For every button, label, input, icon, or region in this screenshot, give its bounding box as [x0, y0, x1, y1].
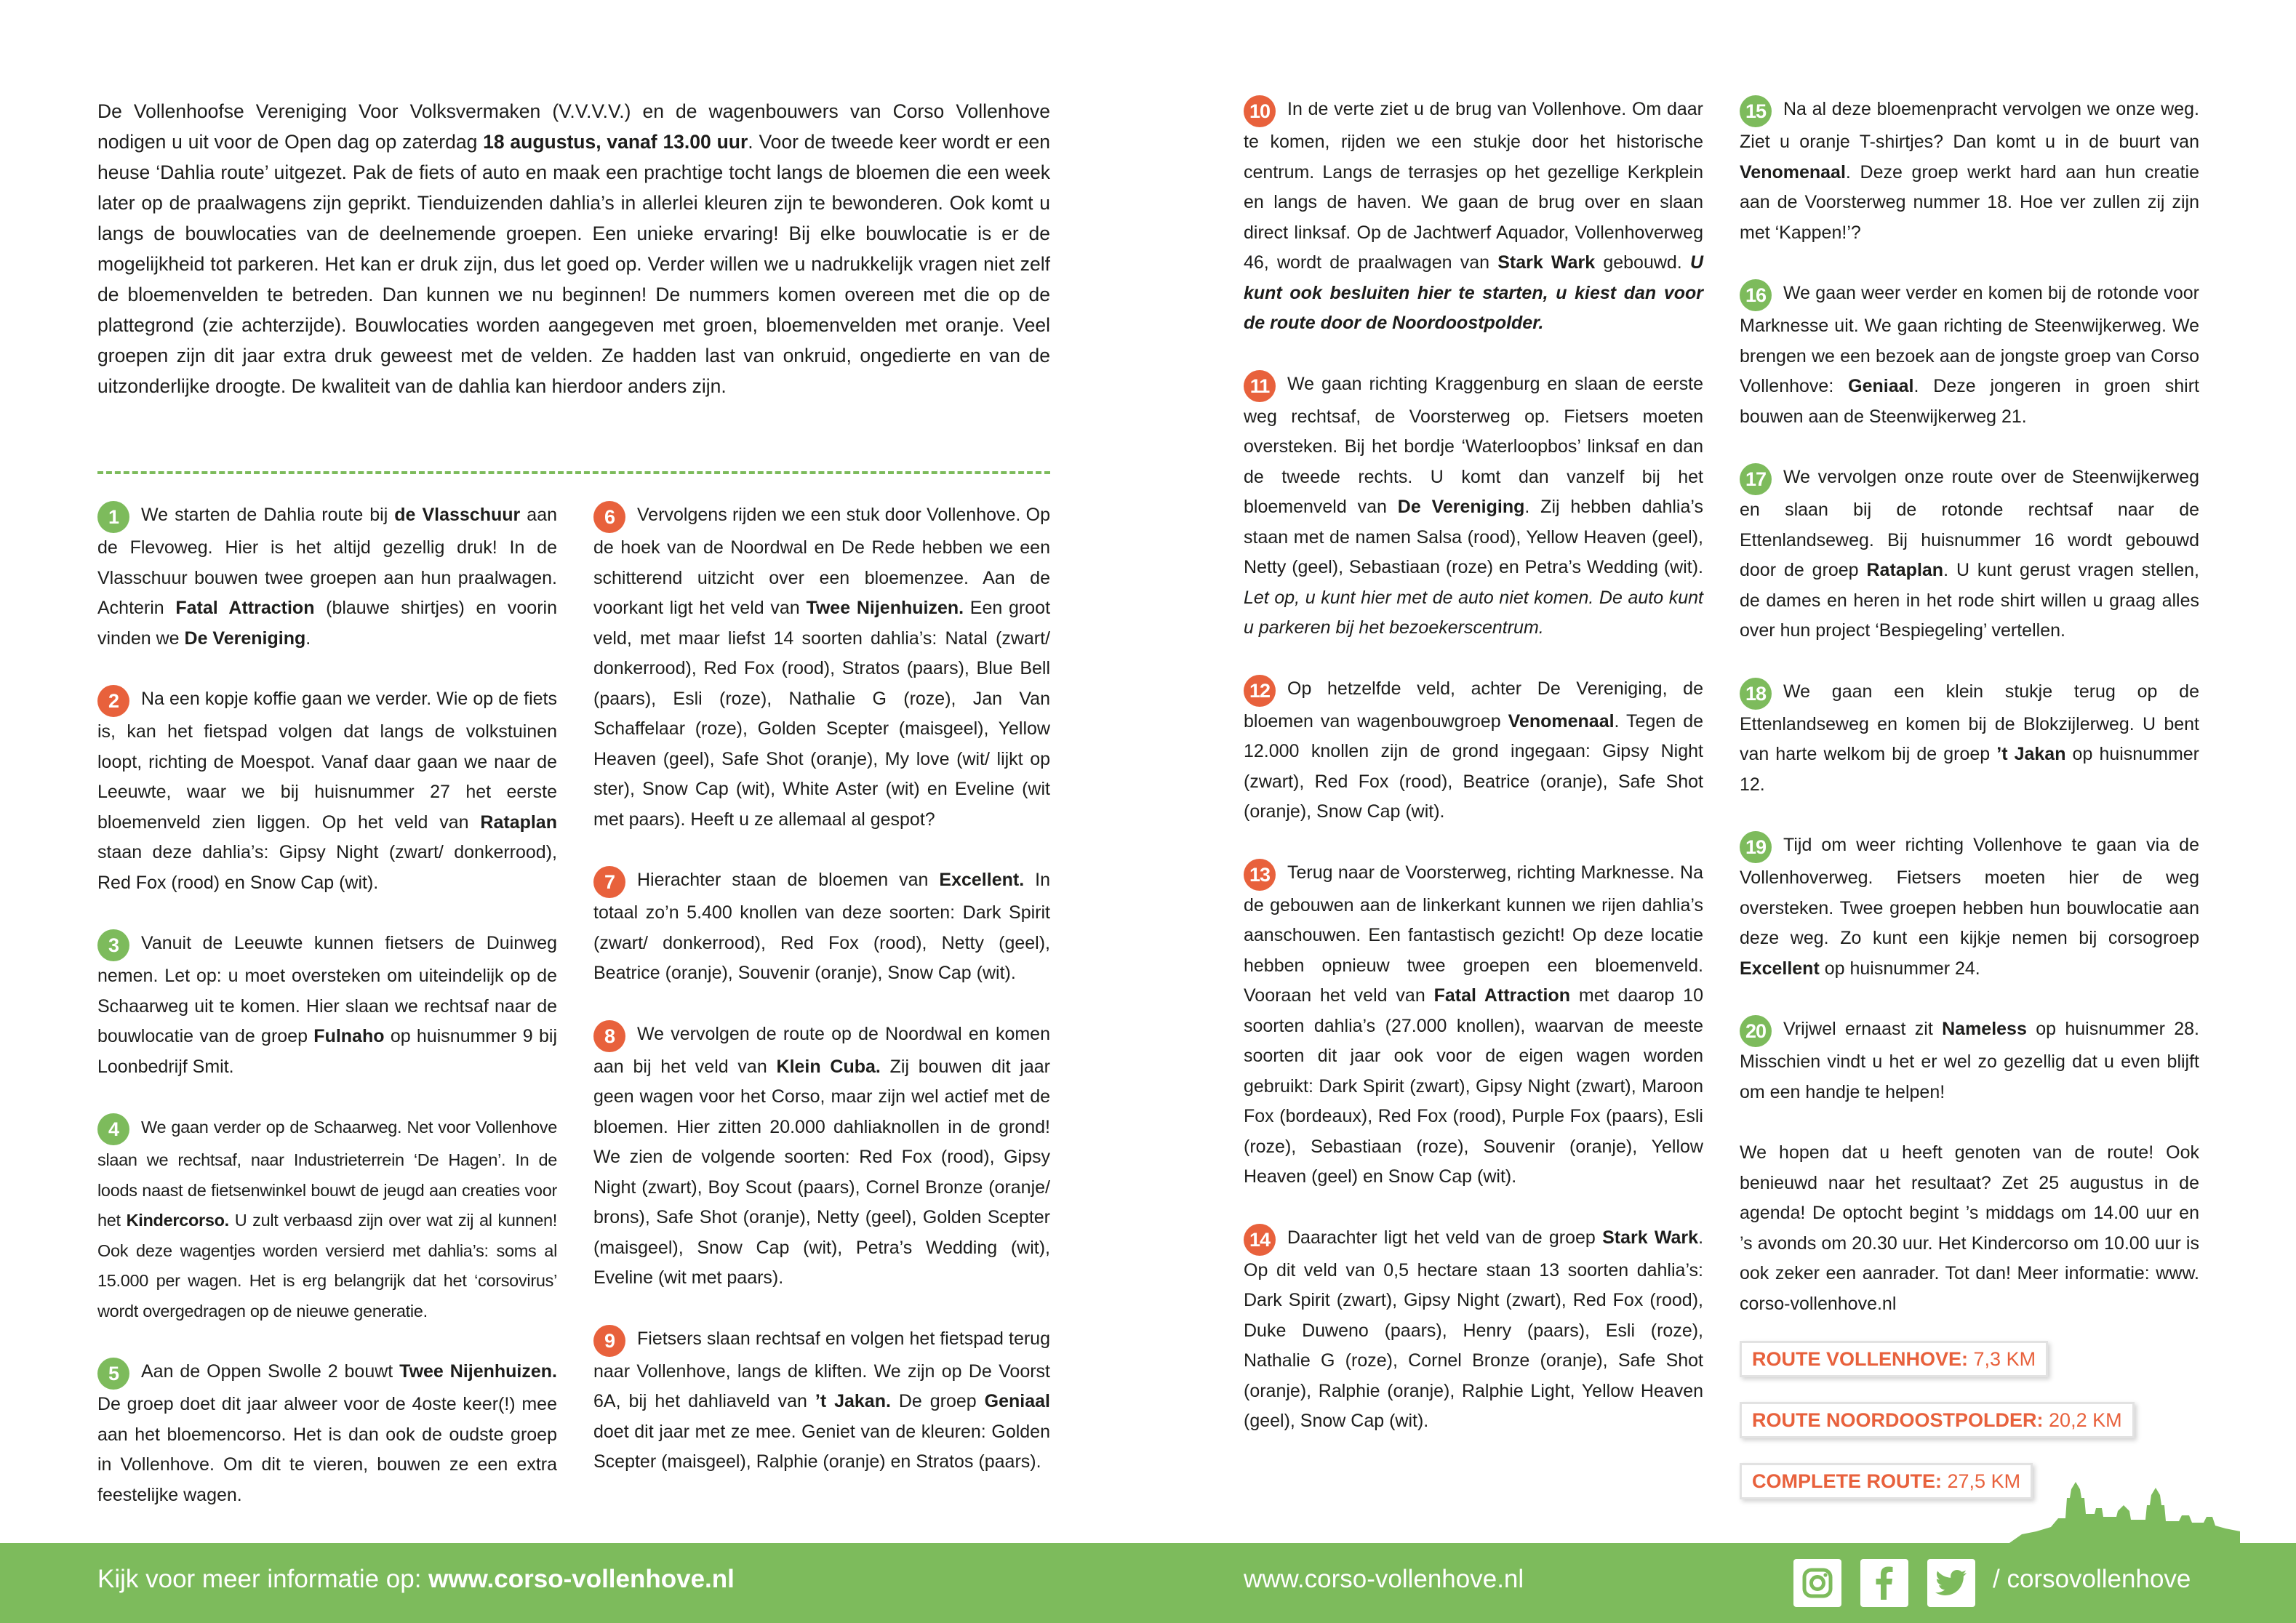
step-text: We starten de Dahlia route bij	[141, 505, 395, 525]
step-text-bold: De Vereniging	[184, 628, 306, 649]
dashed-divider	[97, 471, 1050, 474]
footer-info-text: Kijk voor meer informatie op:	[97, 1565, 429, 1593]
step-text: Vanuit de Leeuwte kunnen fietsers de Duinweg nemen. Let op: u moet oversteken om uiteindelijk op de Schaarweg uit te komen. Hier slaan we rechtsaf naar de bouwlocatie van de groep	[97, 933, 557, 1046]
route-step-15	[1740, 95, 2199, 248]
step-text-bold-italic: U kunt ook besluiten hier te starten, u kiest dan voor de route door de Noordoostpolder.	[1244, 252, 1703, 333]
step-text: . Deze groep werkt hard aan hun creatie aan de Voorsterweg nummer 18. Hoe ver zullen zij zijn met ‘Kappen!’?	[1740, 161, 2199, 243]
step-text: .	[305, 628, 311, 649]
step-text-bold: Geniaal	[1848, 376, 1914, 396]
step-text: gebouwd.	[1595, 252, 1690, 273]
step-text-bold: De Vereniging	[1397, 497, 1525, 517]
step-text: . Tegen de 12.000 knollen zijn de grond ingegaan: Gipsy Night (zwart), Red Fox (rood), Beatrice (oranje), Safe Shot (oranje), Snow Cap (wit).	[1244, 710, 1703, 822]
step-text-bold: Kindercorso.	[126, 1211, 229, 1230]
step-text-bold: ’t Jakan.	[815, 1391, 891, 1411]
route-step-1	[97, 500, 557, 654]
route-step-11	[1244, 369, 1703, 644]
route-distance: 20,2 KM	[2049, 1409, 2122, 1431]
step-text: Hierachter staan de bloemen van	[637, 870, 940, 890]
step-text: In de verte ziet u de brug van Vollenhove. Om daar te komen, rijden we een stukje door het historische centrum. Langs de terrasjes op het gezellige Kerkplein en langs de haven. We gaan de brug over en slaan direct linksaf. Op de Jachtwerf Aquador, Vollenhoverweg 46, wordt de praalwagen van	[1244, 99, 1703, 273]
route-step-6	[593, 500, 1050, 835]
route-step-14	[1244, 1223, 1703, 1437]
step-text: We vervolgen onze route over de Steenwijkerweg en slaan bij de rotonde rechtsaf naar de Ettenlandseweg. Bij huisnummer 16 wordt gebouwd door de groep	[1740, 467, 2199, 580]
step-text: Na een kopje koffie gaan we verder. Wie op de fiets is, kan het fietspad volgen dat langs de volkstuinen loopt, richting de Moespot. Vanaf daar gaan we naar de Leeuwte, waar we bij huisnummer 27 het eerste bloemenveld zien liggen. Op het veld van	[97, 689, 557, 833]
route-column-2	[593, 500, 1050, 1508]
step-number-badge: 1	[97, 501, 129, 533]
step-text: op huisnummer 28. Misschien vindt u het er wel zo gezellig dat u even blijft om een handje te helpen!	[1740, 1019, 2199, 1102]
route-noordoostpolder-badge	[1740, 1402, 2135, 1438]
step-number-badge: 17	[1740, 463, 1772, 495]
step-text: Tijd om weer richting Vollenhove te gaan via de Vollenhoverweg. Fietsers moeten hier de weg oversteken. Twee groepen hebben hun bouwlocatie aan deze weg. Zo kunt een kijkje nemen bij corsogroep	[1740, 835, 2199, 948]
step-text-bold: Rataplan	[480, 812, 557, 833]
step-text-bold: Fatal Attraction	[175, 598, 315, 618]
social-handle: / corsovollenhove	[1993, 1565, 2191, 1593]
step-text-bold: Stark Wark	[1602, 1227, 1699, 1248]
step-number-badge: 7	[593, 866, 625, 898]
route-step-20	[1740, 1014, 2199, 1107]
step-text-bold: Geniaal	[984, 1391, 1050, 1411]
route-label: COMPLETE ROUTE:	[1752, 1470, 1942, 1492]
step-text: Zij bouwen dit jaar geen wagen voor het Corso, maar zijn wel actief met de bloemen. Hier zitten 20.000 dahliaknollen in de grond! We zien de volgende soorten: Red Fox (rood), Gipsy Night (zwart), Boy Scout (paars), Cornel Bronze (oranje/ brons), Safe Shot (oranje), Netty (geel), Golden Scepter (maisgeel), Snow Cap (wit), Petra’s Wedding (wit), Eveline (wit met paars).	[593, 1056, 1050, 1288]
route-step-18	[1740, 677, 2199, 801]
step-text: In totaal zo’n 5.400 knollen van deze soorten: Dark Spirit (zwart/ donkerrood), Red Fox (rood), Netty (geel), Beatrice (oranje), Souvenir (oranje), Snow Cap (wit).	[593, 870, 1050, 983]
step-text: aan de Flevoweg. Hier is het altijd gezellig druk! In de Vlasschuur bouwen twee groepen aan hun praalwagen. Achterin	[97, 505, 557, 618]
step-text: . Deze jongeren in groen shirt bouwen aan de Steenwijkerweg 21.	[1740, 376, 2200, 427]
step-number-badge: 11	[1244, 370, 1276, 402]
step-text-bold: Twee Nijenhuizen.	[399, 1361, 557, 1382]
step-text: Aan de Oppen Swolle 2 bouwt	[141, 1361, 400, 1382]
instagram-icon[interactable]	[1793, 1559, 1841, 1607]
footer-website-link-2[interactable]: www.corso-vollenhove.nl	[1244, 1565, 1524, 1593]
step-number-badge: 5	[97, 1358, 129, 1390]
footer-info	[97, 1565, 735, 1594]
step-text: met daarop 10 soorten dahlia’s (27.000 knollen), waarvan de meeste soorten dit jaar ook voor de eigen wagen worden gebruikt: Dark Spirit (zwart), Gipsy Night (zwart), Maroon Fox (bordeaux), Red Fox (rood), Purple Fox (paars), Esli (roze), Sebastiaan (roze), Souvenir (oranje), Yellow Heaven (geel) en Snow Cap (wit).	[1244, 985, 1703, 1187]
step-text-bold: Venomenaal	[1508, 710, 1615, 732]
step-text-bold: Nameless	[1942, 1019, 2027, 1039]
facebook-icon[interactable]	[1860, 1559, 1908, 1607]
route-column-3	[1244, 95, 1703, 1467]
step-number-badge: 9	[593, 1325, 625, 1357]
step-text: Fietsers slaan rechtsaf en volgen het fietspad terug naar Vollenhove, langs de kliften. We zijn op De Voorst 6A, bij het dahliaveld van	[593, 1328, 1050, 1411]
step-text: Vrijwel ernaast zit	[1783, 1019, 1943, 1039]
step-number-badge: 12	[1244, 675, 1276, 707]
route-step-8	[593, 1019, 1050, 1294]
route-complete-badge	[1740, 1463, 2033, 1499]
route-step-16	[1740, 278, 2199, 432]
route-step-4	[97, 1113, 557, 1326]
intro-text-2: . Voor de tweede keer wordt er een heuse ‘Dahlia route’ uitgezet. Pak de fiets of auto en maak een prachtige tocht langs de bloemen die een week later op de praalwagens zijn geprikt. Tienduizenden dahlia’s in allerlei kleuren zijn te bewonderen. Ook komt u langs de bouwlocaties van de deelnemende groepen. Een unieke ervaring! Bij elke bouwlocatie is er de mogelijkheid tot parkeren. Het kan er druk zijn, dus let goed op. Verder willen we u nadrukkelijk vragen niet zelf de bloemenvelden te betreden. Dan kunnen we nu beginnen! De nummers komen overeen met die op de plattegrond (zie achterzijde). Bouwlocaties worden aangegeven met groen, bloemenvelden met oranje. Veel groepen zijn dit jaar extra druk geweest met de velden. Ze hadden last van onkruid, ongedierte en van de uitzonderlijke droogte. De kwaliteit van de dahlia kan hierdoor anders zijn.	[97, 131, 1050, 397]
step-text-bold: ’t Jakan	[1996, 744, 2066, 764]
step-text: De groep	[890, 1391, 985, 1411]
step-text-bold: Venomenaal	[1740, 161, 1846, 183]
route-step-2	[97, 684, 557, 898]
step-text-bold: Stark Wark	[1497, 252, 1596, 273]
step-text: . U kunt gerust vragen stellen, de dames en heren in het rode shirt willen u graag alles over hun project ‘Bespiegeling’ vertellen.	[1740, 560, 2199, 641]
step-text: (blauwe shirtjes) en voorin vinden we	[97, 598, 557, 649]
footer-website-link[interactable]: www.corso-vollenhove.nl	[428, 1565, 735, 1593]
route-distance: 27,5 KM	[1947, 1470, 2021, 1492]
step-text-bold: Klein Cuba.	[776, 1056, 881, 1077]
step-text: op huisnummer 12.	[1740, 744, 2199, 795]
step-number-badge: 19	[1740, 831, 1772, 863]
step-text-bold: de Vlasschuur	[394, 505, 521, 525]
step-text: We gaan weer verder en komen bij de rotonde voor Marknesse uit. We gaan richting de Steenwijkerweg. We brengen we een bezoek aan de jongste groep van Corso Vollenhove:	[1740, 283, 2199, 396]
step-text: Daarachter ligt het veld van de groep	[1287, 1227, 1603, 1248]
step-text: Terug naar de Voorsterweg, richting Marknesse. Na de gebouwen aan de linkerkant kunnen we rijen dahlia’s aanschouwen. Een fantastisch gezicht! Op deze locatie hebben opnieuw twee groepen een bloemenveld. Vooraan het veld van	[1244, 862, 1703, 1006]
route-step-19	[1740, 830, 2199, 984]
step-text-bold: Twee Nijenhuizen.	[806, 598, 964, 618]
step-text: De groep doet dit jaar alweer voor de 4oste keer(!) mee aan het bloemencorso. Het is dan ook de oudste groep in Vollenhove. Om dit te vieren, bouwen ze een extra feestelijke wagen.	[97, 1394, 557, 1505]
twitter-icon[interactable]	[1927, 1559, 1975, 1607]
footer-bar	[0, 1543, 2296, 1623]
route-column-1	[97, 500, 557, 1541]
route-column-4	[1740, 95, 2199, 1524]
step-text-bold: Fatal Attraction	[1433, 985, 1570, 1006]
step-text: We gaan een klein stukje terug op de Ettenlandseweg en komen bij de Blokzijlerweg. U bent van harte welkom bij de groep	[1740, 681, 2199, 764]
step-number-badge: 6	[593, 501, 625, 533]
route-distance: 7,3 KM	[1973, 1348, 2036, 1370]
step-text: We gaan richting Kraggenburg en slaan de eerste weg rechtsaf, de Voorsterweg op. Fietsers moeten oversteken. Bij het bordje ‘Waterloopbos’ linksaf en dan de tweede rechts. U komt dan vanzelf bij het bloemenveld van	[1244, 373, 1703, 517]
step-text-bold: Fulnaho	[313, 1026, 385, 1046]
step-text: Op hetzelfde veld, achter De Vereniging, de bloemen van wagenbouwgroep	[1244, 678, 1703, 732]
route-vollenhove-badge	[1740, 1341, 2048, 1377]
intro-date: 18 augustus, vanaf 13.00 uur	[483, 131, 748, 153]
step-number-badge: 10	[1244, 95, 1276, 127]
route-step-3	[97, 929, 557, 1082]
closing-paragraph: We hopen dat u heeft genoten van de route! Ook benieuwd naar het resultaat? Zet 25 augustus in de agenda! De optocht begint ’s middags om 14.00 uur en ’s avonds om 20.30 uur. Het Kindercorso om 10.00 uur is ook zeker een aanrader. Tot dan! Meer informatie: www. corso-vollenhove.nl	[1740, 1142, 2199, 1314]
route-step-17	[1740, 462, 2199, 646]
step-text: op huisnummer 24.	[1819, 958, 1980, 979]
route-label: ROUTE NOORDOOSTPOLDER:	[1752, 1409, 2044, 1431]
step-text: Een groot veld, met maar liefst 14 soorten dahlia’s: Natal (zwart/ donkerrood), Red Fox (rood), Stratos (paars), Blue Bell (paars), Esli (roze), Nathalie G (roze), Jan Van Schaffelaar (roze), Golden Scepter (maisgeel), Yellow Heaven (geel), Safe Shot (oranje), My love (wit/ lijkt op ster), Snow Cap (wit), White Aster (wit) en Eveline (wit met paars). Heeft u ze allemaal al gespot?	[593, 598, 1051, 830]
step-text: We vervolgen de route op de Noordwal en komen aan bij het veld van	[593, 1023, 1050, 1077]
town-skyline-icon	[2007, 1476, 2240, 1544]
route-step-7	[593, 865, 1050, 989]
step-number-badge: 4	[97, 1113, 129, 1145]
step-text: . Zij hebben dahlia’s staan met de namen Salsa (rood), Yellow Heaven (geel), Netty (geel), Sebastiaan (roze) en Petra’s Wedding (wit).	[1244, 497, 1703, 577]
route-step-9	[593, 1324, 1050, 1478]
step-number-badge: 8	[593, 1020, 625, 1052]
step-text-bold: Excellent	[1740, 958, 1820, 979]
step-text-bold: Excellent.	[939, 870, 1025, 890]
route-step-5	[97, 1357, 557, 1510]
route-step-10	[1244, 95, 1703, 339]
step-text: Na al deze bloemenpracht vervolgen we onze weg. Ziet u oranje T-shirtjes? Dan komt u in de buurt van	[1740, 99, 2199, 152]
step-number-badge: 15	[1740, 95, 1772, 127]
step-text: We gaan verder op de Schaarweg. Net voor Vollenhove slaan we rechtsaf, naar Industrieterrein ‘De Hagen’. In de loods naast de fietsenwinkel bouwt de jeugd aan creaties voor het	[97, 1118, 557, 1230]
intro-text: De Vollenhoofse Vereniging Voor Volksvermaken (V.V.V.V.) en de wagenbouwers van Corso Vollenhove nodigen u uit voor de Open dag op zaterdag	[97, 100, 1050, 153]
step-text: op huisnummer 9 bij Loonbedrijf Smit.	[97, 1026, 557, 1077]
step-text: doet dit jaar met ze mee. Geniet van de kleuren: Golden Scepter (maisgeel), Ralphie (oranje) en Stratos (paars).	[593, 1421, 1050, 1472]
step-text-bold: Rataplan	[1866, 560, 1944, 580]
step-number-badge: 3	[97, 929, 129, 961]
intro-paragraph	[97, 96, 1050, 401]
route-step-12	[1244, 674, 1703, 827]
step-number-badge: 18	[1740, 678, 1772, 710]
step-text: U zult verbaasd zijn over wat zij al kunnen! Ook deze wagentjes worden versierd met dahlia’s: soms al 15.000 per wagen. Het is erg belangrijk dat het ‘corsovirus’ wordt overgedragen op de nieuwe generatie.	[97, 1211, 558, 1321]
step-text: Vervolgens rijden we een stuk door Vollenhove. Op de hoek van de Noordwal en De Rede hebben we een schitterend uitzicht over een bloemenzee. Aan de voorkant ligt het veld van	[593, 505, 1050, 618]
step-number-badge: 14	[1244, 1224, 1276, 1256]
step-number-badge: 13	[1244, 859, 1276, 891]
step-number-badge: 2	[97, 685, 129, 717]
step-text-italic: Let op, u kunt hier met de auto niet komen. De auto kunt u parkeren bij het bezoekerscentrum.	[1244, 587, 1703, 638]
step-number-badge: 16	[1740, 279, 1772, 311]
step-text: . Op dit veld van 0,5 hectare staan 13 soorten dahlia’s: Dark Spirit (zwart), Gipsy Night (zwart), Red Fox (rood), Duke Duweno (paars), Henry (paars), Esli (roze), Nathalie G (roze), Cornel Bronze (oranje), Safe Shot (oranje), Ralphie (oranje), Ralphie Light, Yellow Heaven (geel), Snow Cap (wit).	[1244, 1227, 1704, 1431]
step-number-badge: 20	[1740, 1015, 1772, 1047]
route-step-13	[1244, 858, 1703, 1193]
step-text: staan deze dahlia’s: Gipsy Night (zwart/ donkerrood), Red Fox (rood) en Snow Cap (wit).	[97, 842, 557, 893]
route-label: ROUTE VOLLENHOVE:	[1752, 1348, 1969, 1370]
